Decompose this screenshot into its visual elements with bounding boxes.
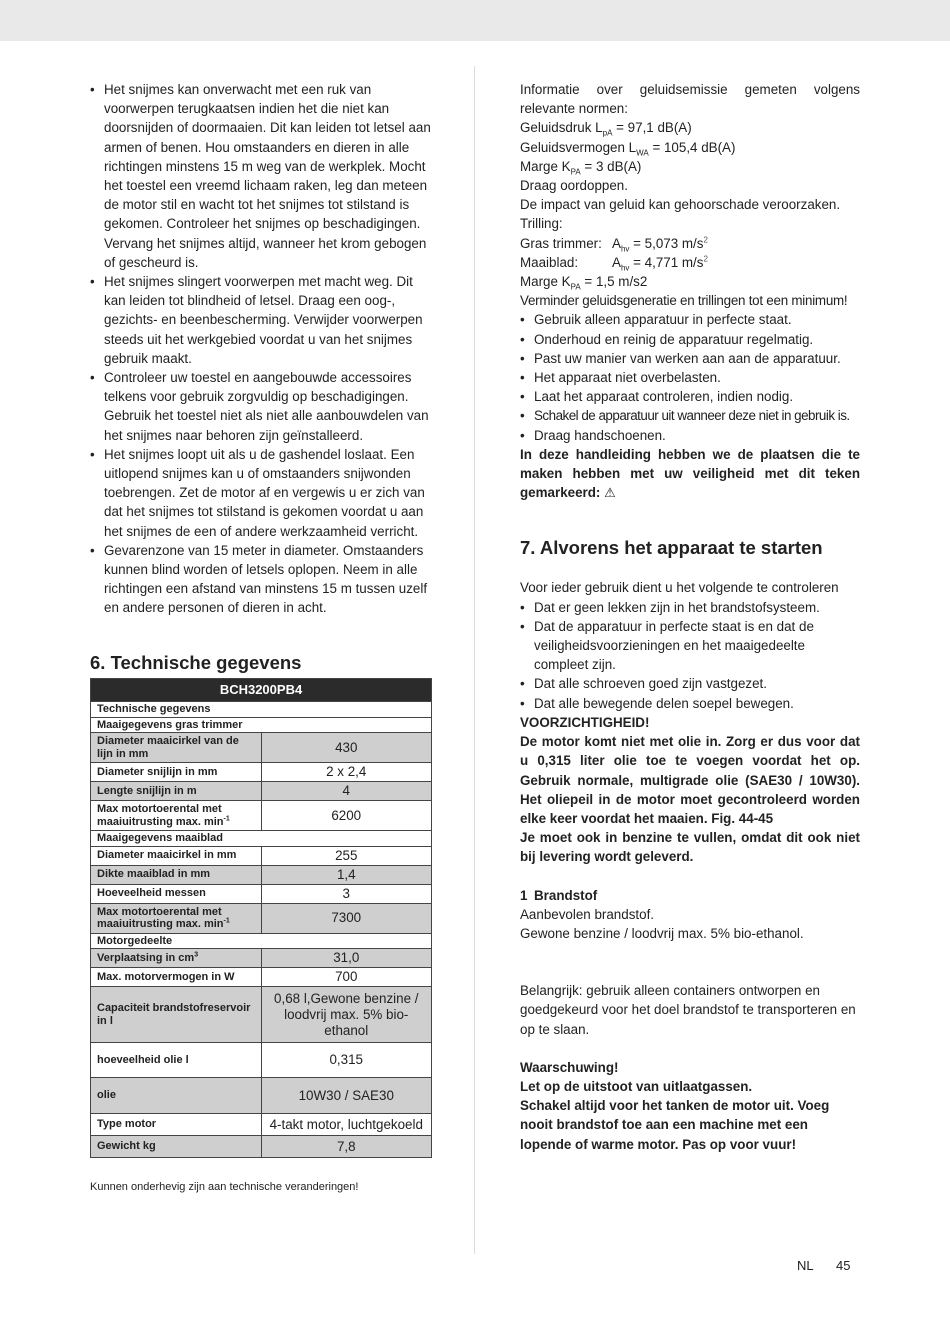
row-value: 255 xyxy=(261,846,432,865)
table-subheader: Technische gegevens xyxy=(91,702,432,718)
warning-line-1: Let op de uitstoot van uitlaatgassen. xyxy=(520,1078,753,1094)
table-row xyxy=(91,865,432,884)
row-value: 0,68 l,Gewone benzine / loodvrij max. 5% bio-ethanol xyxy=(261,987,432,1043)
tips-list xyxy=(520,310,860,444)
list-item: • Gebruik alleen apparatuur in perfecte staat. xyxy=(520,310,860,329)
list-item: • Het snijmes kan onverwacht met een ruk van voorwerpen terugkaatsen indien het die niet kan doorsnijden of doormaaien. Dit kan leiden tot letsel aan armen of benen. Hou omstaanders en dieren in alle richtingen minstens 15 m weg van de werkplek. Mocht het toestel een vreemd lichaam raken, leg dan meteen de motor stil en wacht tot het snijmes tot stilstand is gekomen. Controleer het snijmes op beschadigingen. Vervang het snijmes altijd, wanneer het krom gebogen of gescheurd is. xyxy=(90,80,432,272)
table-row xyxy=(91,949,432,968)
list-item: • Onderhoud en reinig de apparatuur regelmatig. xyxy=(520,330,860,349)
table-row xyxy=(91,968,432,987)
row-value: 4-takt motor, luchtgekoeld xyxy=(261,1114,432,1136)
list-item: • Dat er geen lekken zijn in het brandstofsysteem. xyxy=(520,598,860,617)
row-label: Max motortoerental met maaiuitrusting max. $\min^{-1}$ xyxy=(91,801,262,831)
caution-title: VOORZICHTIGHEID! xyxy=(520,714,650,730)
table-row xyxy=(91,987,432,1043)
row-label: Lengte snijlijn in m xyxy=(91,782,262,801)
vibration-trimmer-line: Gras trimmer: $A_{hv} = 5,073$ $m/s^2$ xyxy=(520,235,708,254)
list-item: • Past uw manier van werken aan aan de apparatuur. xyxy=(520,349,860,368)
list-item: • Draag handschoenen. xyxy=(520,426,860,445)
noise-margin-line: Marge $K_{PA} = 3$ dB(A) xyxy=(520,158,642,177)
list-item: • Het snijmes slingert voorwerpen met macht weg. Dit kan leiden tot blindheid of letsel. Draag een oog-, gezichts- en beenbescherming. Verwijder voorwerpen steeds uit het werkgebied voordat u van het snijmes gebruik maakt. xyxy=(90,272,432,368)
row-value: 7,8 xyxy=(261,1136,432,1158)
safety-marked-text: In deze handleiding hebben we de plaatsen die te maken hebben met uw veiligheid met dit teken gemarkeerd: ⚠ xyxy=(520,445,860,503)
list-item: • Dat de apparatuur in perfecte staat is en dat de veiligheidsvoorzieningen en het maaigedeelte compleet zijn. xyxy=(520,617,860,675)
table-row xyxy=(91,1114,432,1136)
fuel-heading: 1 Brandstof xyxy=(520,887,598,903)
warning-triangle-icon: ⚠ xyxy=(604,485,616,501)
row-label: Hoeveelheid messen xyxy=(91,884,262,903)
table-subheader: Motorgedeelte xyxy=(91,933,432,949)
list-item: • Dat alle bewegende delen soepel bewegen. xyxy=(520,694,860,713)
row-label: Capaciteit brandstofreservoir in l xyxy=(91,987,262,1043)
list-item: • Dat alle schroeven goed zijn vastgezet. xyxy=(520,674,860,693)
list-item: • Controleer uw toestel en aangebouwde accessoires telkens voor gebruik zorgvuldig op beschadigingen. Gebruik het toestel niet als niet alle aanbouwdelen van het snijmes naar behoren zijn geïnstalleerd. xyxy=(90,368,432,445)
row-label: olie xyxy=(91,1078,262,1114)
row-value: 430 xyxy=(261,733,432,763)
reduce-text: Verminder geluidsgeneratie en trillingen tot een minimum! xyxy=(520,293,848,309)
sound-pressure-line: Geluidsdruk $L_{pA} = 97,1$ dB(A) xyxy=(520,120,692,139)
section-7-title: 7. Alvorens het apparaat te starten xyxy=(520,537,823,559)
list-item: • Laat het apparaat controleren, indien nodig. xyxy=(520,387,860,406)
table-subheader: Maaigegevens gras trimmer xyxy=(91,717,432,733)
row-label: Gewicht kg xyxy=(91,1136,262,1158)
table-row xyxy=(91,1136,432,1158)
row-label: hoeveelheid olie l xyxy=(91,1043,262,1078)
table-row xyxy=(91,733,432,763)
fuel-type: Gewone benzine / loodvrij max. 5% bio-ethanol. xyxy=(520,925,804,941)
table-row xyxy=(91,801,432,831)
table-footnote: Kunnen onderhevig zijn aan technische veranderingen! xyxy=(90,1181,359,1194)
important-note: Belangrijk: gebruik alleen containers ontworpen en goedgekeurd voor het doel brandstof te transporteren en op te slaan. xyxy=(520,983,856,1037)
row-value: 10W30 / SAE30 xyxy=(261,1078,432,1114)
row-value: 6200 xyxy=(261,801,432,831)
ear-protection-text: Draag oordoppen. xyxy=(520,178,628,194)
sound-power-line: Geluidsvermogen $L_{WA} = 105,4$ dB(A) xyxy=(520,139,736,158)
caution-text: De motor komt niet met olie in. Zorg er dus voor dat u 0,315 liter olie toe te voegen voordat het op. Gebruik normale, multigrade olie (SAE30 / 10W30). Het oliepeil in de motor moet gecontroleerd worden elke keer voordat het maaien. Fig. 44-45 xyxy=(520,734,860,826)
table-row xyxy=(91,846,432,865)
check-intro: Voor ieder gebruik dient u het volgende te controleren xyxy=(520,580,839,596)
safety-bullet-list xyxy=(90,80,432,618)
table-row xyxy=(91,1078,432,1114)
row-label: Type motor xyxy=(91,1114,262,1136)
warning-title: Waarschuwing! xyxy=(520,1059,619,1075)
section-6-title: 6. Technische gegevens xyxy=(90,651,302,673)
column-divider xyxy=(474,66,475,1254)
row-value: 2 x 2,4 xyxy=(261,763,432,782)
list-item: • Het snijmes loopt uit als u de gashendel loslaat. Een uitlopend snijmes kan u of omstaanders snijwonden toebrengen. Zet de motor af en vergewis u er zich van dat het snijmes tot stilstand is gekomen voordat u aan het snijmes de een of andere werkzaamheid verricht. xyxy=(90,445,432,541)
row-label: Diameter maaicirkel van de lijn in mm xyxy=(91,733,262,763)
technical-data-table xyxy=(90,678,432,1159)
footer-language: NL xyxy=(797,1258,814,1273)
left-column xyxy=(90,80,432,1197)
row-value: 3 xyxy=(261,884,432,903)
vibration-blade-line: Maaiblad: $A_{hv} = 4,771$ $m/s^2$ xyxy=(520,254,708,273)
list-item: • Gevarenzone van 15 meter in diameter. Omstaanders kunnen blind worden of letsels oplopen. Neem in alle richtingen een afstand van minstens 15 m tussen uzelf en andere personen of dieren in acht. xyxy=(90,541,432,618)
table-row xyxy=(91,903,432,933)
row-value: 7300 xyxy=(261,903,432,933)
table-row xyxy=(91,1043,432,1078)
vibration-heading: Trilling: xyxy=(520,216,563,232)
table-row xyxy=(91,884,432,903)
caution-text-2: Je moet ook in benzine te vullen, omdat dit ook niet bij levering wordt geleverd. xyxy=(520,830,860,865)
row-label: Diameter maaicirkel in mm xyxy=(91,846,262,865)
row-label: Max. motorvermogen in W xyxy=(91,968,262,987)
row-label: Diameter snijlijn in mm xyxy=(91,763,262,782)
table-row xyxy=(91,782,432,801)
row-value: 4 xyxy=(261,782,432,801)
list-item: • Schakel de apparatuur uit wanneer deze niet in gebruik is. xyxy=(520,406,860,425)
right-column xyxy=(520,80,860,1154)
row-value: 1,4 xyxy=(261,865,432,884)
noise-impact-text: De impact van geluid kan gehoorschade veroorzaken. xyxy=(520,197,841,213)
vibration-margin-line: Marge $K_{PA} = 1,5$ m/s2 xyxy=(520,274,648,292)
warning-line-2: Schakel altijd voor het tanken de motor uit. Voeg nooit brandstof toe aan een machine met een lopende of warme motor. Pas op voor vuur! xyxy=(520,1098,830,1152)
row-label: Dikte maaiblad in mm xyxy=(91,865,262,884)
row-label: Max motortoerental met maaiuitrusting max. $\min^{-1}$ xyxy=(91,903,262,933)
row-label: Verplaatsing in $cm^3$ xyxy=(91,949,262,968)
noise-intro: Informatie over geluidsemissie gemeten volgens relevante normen: xyxy=(520,82,860,117)
top-bar xyxy=(0,0,950,41)
table-row xyxy=(91,763,432,782)
page-number: 45 xyxy=(836,1258,851,1273)
row-value: 700 xyxy=(261,968,432,987)
row-value: 31,0 xyxy=(261,949,432,968)
list-item: • Het apparaat niet overbelasten. xyxy=(520,368,860,387)
row-value: 0,315 xyxy=(261,1043,432,1078)
table-subheader: Maaigegevens maaiblad xyxy=(91,831,432,847)
fuel-recommended: Aanbevolen brandstof. xyxy=(520,906,655,922)
check-list xyxy=(520,598,860,713)
model-header: BCH3200PB4 xyxy=(91,678,432,702)
